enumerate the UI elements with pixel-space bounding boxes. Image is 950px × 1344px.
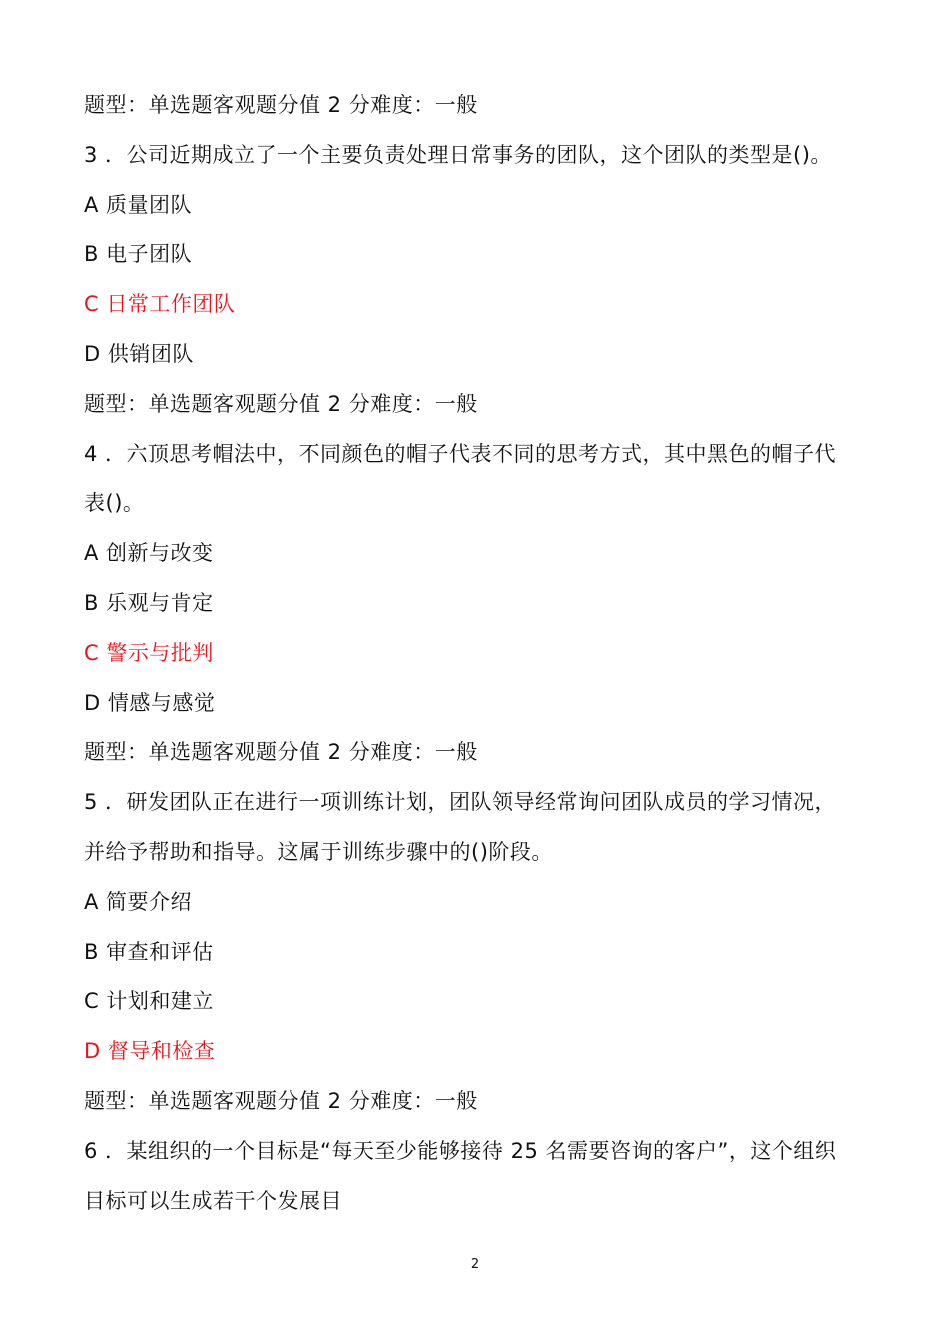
option-d: D 情感与感觉 <box>84 691 216 715</box>
question-text: 3 ．公司近期成立了一个主要负责处理日常事务的团队，这个团队的类型是()。 <box>84 143 832 167</box>
question-text: 6 ．某组织的一个目标是“每天至少能够接待 25 名需要咨询的客户”，这个组织 <box>84 1139 837 1163</box>
option-b: B 审查和评估 <box>84 940 214 964</box>
option-b: B 电子团队 <box>84 242 193 266</box>
option-b: B 乐观与肯定 <box>84 591 214 615</box>
correct-answer-option: C 日常工作团队 <box>84 292 236 316</box>
question-type-line: 题型：单选题客观题分值 2 分难度：一般 <box>84 392 478 416</box>
question-text-continued: 并给予帮助和指导。这属于训练步骤中的()阶段。 <box>84 840 553 864</box>
option-a: A 创新与改变 <box>84 541 214 565</box>
question-type-line: 题型：单选题客观题分值 2 分难度：一般 <box>84 1089 478 1113</box>
option-a: A 简要介绍 <box>84 890 193 914</box>
option-a: A 质量团队 <box>84 193 193 217</box>
question-type-line: 题型：单选题客观题分值 2 分难度：一般 <box>84 740 478 764</box>
question-text: 5 ．研发团队正在进行一项训练计划，团队领导经常询问团队成员的学习情况， <box>84 790 837 814</box>
option-c: C 计划和建立 <box>84 989 214 1013</box>
question-text-continued: 表()。 <box>84 491 145 515</box>
page-number: 2 <box>470 1257 480 1272</box>
question-type-line: 题型：单选题客观题分值 2 分难度：一般 <box>84 93 478 117</box>
correct-answer-option: C 警示与批判 <box>84 641 214 665</box>
question-text: 4 ．六顶思考帽法中，不同颜色的帽子代表不同的思考方式，其中黑色的帽子代 <box>84 442 837 466</box>
correct-answer-option: D 督导和检查 <box>84 1039 216 1063</box>
option-d: D 供销团队 <box>84 342 194 366</box>
question-text-continued: 目标可以生成若干个发展目 <box>84 1189 342 1213</box>
